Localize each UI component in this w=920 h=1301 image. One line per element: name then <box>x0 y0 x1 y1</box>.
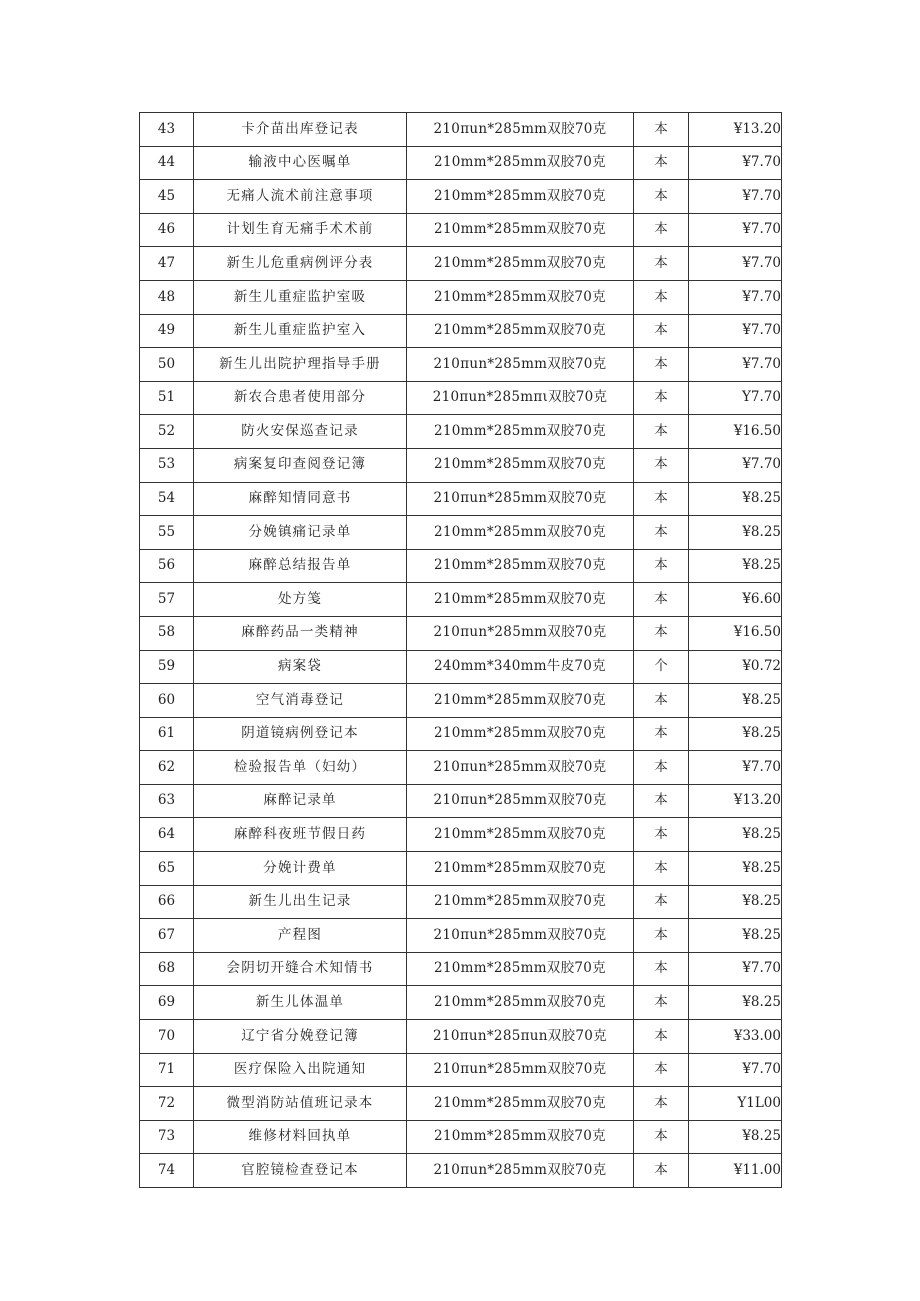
unit-cell: 本 <box>634 583 689 617</box>
unit-price-cell: ¥8.25 <box>689 549 782 583</box>
unit-price-cell: ¥13.20 <box>689 113 782 147</box>
unit-price-cell: ¥7.70 <box>689 247 782 281</box>
row-number-cell: 69 <box>140 986 194 1020</box>
form-name-cell: 计划生育无痛手术术前 <box>194 213 407 247</box>
paper-spec-cell: 210mm*285mm双胶70克 <box>407 885 634 919</box>
table-row <box>140 516 782 550</box>
row-number-cell: 60 <box>140 684 194 718</box>
unit-cell: 本 <box>634 448 689 482</box>
table-row <box>140 280 782 314</box>
unit-price-cell: ¥7.70 <box>689 751 782 785</box>
paper-spec-cell: 210πun*285mπι双胶70克 <box>407 381 634 415</box>
unit-cell: 本 <box>634 482 689 516</box>
unit-cell: 本 <box>634 852 689 886</box>
table-row <box>140 986 782 1020</box>
row-number-cell: 52 <box>140 415 194 449</box>
table-row <box>140 415 782 449</box>
unit-cell: 本 <box>634 516 689 550</box>
form-name-cell: 检验报告单（妇幼） <box>194 751 407 785</box>
unit-price-cell: ¥8.25 <box>689 986 782 1020</box>
row-number-cell: 58 <box>140 616 194 650</box>
unit-cell: 本 <box>634 684 689 718</box>
row-number-cell: 70 <box>140 1020 194 1054</box>
row-number-cell: 62 <box>140 751 194 785</box>
form-name-cell: 无痛人流术前注意事项 <box>194 180 407 214</box>
unit-price-cell: ¥8.25 <box>689 482 782 516</box>
table-row <box>140 482 782 516</box>
table-row <box>140 1053 782 1087</box>
unit-price-cell: ¥6.60 <box>689 583 782 617</box>
row-number-cell: 66 <box>140 885 194 919</box>
paper-spec-cell: 210mm*285mm双胶70克 <box>407 516 634 550</box>
unit-price-cell: ¥7.70 <box>689 280 782 314</box>
form-name-cell: 输液中心医嘱单 <box>194 146 407 180</box>
table-body <box>140 113 782 1188</box>
table-row <box>140 784 782 818</box>
paper-spec-cell: 210πun*285mm双胶70克 <box>407 919 634 953</box>
paper-spec-cell: 210mm*285mm双胶70克 <box>407 952 634 986</box>
form-name-cell: 新生儿出生记录 <box>194 885 407 919</box>
unit-price-cell: ¥7.70 <box>689 180 782 214</box>
table-row <box>140 549 782 583</box>
form-name-cell: 会阴切开缝合术知情书 <box>194 952 407 986</box>
row-number-cell: 48 <box>140 280 194 314</box>
row-number-cell: 71 <box>140 1053 194 1087</box>
unit-price-cell: ¥11.00 <box>689 1154 782 1188</box>
row-number-cell: 67 <box>140 919 194 953</box>
paper-spec-cell: 210mm*285mm双胶70克 <box>407 314 634 348</box>
unit-price-cell: ¥7.70 <box>689 348 782 382</box>
table-row <box>140 684 782 718</box>
form-name-cell: 维修材料回执单 <box>194 1120 407 1154</box>
table-row <box>140 1020 782 1054</box>
paper-spec-cell: 210mm*285mm双胶70克 <box>407 549 634 583</box>
form-name-cell: 新生儿体温单 <box>194 986 407 1020</box>
unit-cell: 本 <box>634 952 689 986</box>
paper-spec-cell: 210mm*285mm双胶70克 <box>407 1087 634 1121</box>
unit-price-cell: ¥8.25 <box>689 717 782 751</box>
paper-spec-cell: 210mm*285mm双胶70克 <box>407 986 634 1020</box>
table-row <box>140 381 782 415</box>
table-row <box>140 213 782 247</box>
paper-spec-cell: 210mm*285mm双胶70克 <box>407 280 634 314</box>
row-number-cell: 68 <box>140 952 194 986</box>
table-row <box>140 751 782 785</box>
paper-spec-cell: 210mm*285mm双胶70克 <box>407 583 634 617</box>
form-name-cell: 微型消防站值班记录本 <box>194 1087 407 1121</box>
row-number-cell: 49 <box>140 314 194 348</box>
table-row <box>140 885 782 919</box>
row-number-cell: 72 <box>140 1087 194 1121</box>
unit-price-cell: ¥0.72 <box>689 650 782 684</box>
unit-cell: 本 <box>634 348 689 382</box>
form-name-cell: 分娩镇痛记录单 <box>194 516 407 550</box>
unit-cell: 本 <box>634 1120 689 1154</box>
table-row <box>140 1120 782 1154</box>
unit-cell: 本 <box>634 113 689 147</box>
unit-price-cell: ¥7.70 <box>689 314 782 348</box>
unit-cell: 个 <box>634 650 689 684</box>
unit-price-cell: ¥8.25 <box>689 516 782 550</box>
unit-cell: 本 <box>634 213 689 247</box>
form-name-cell: 防火安保巡查记录 <box>194 415 407 449</box>
row-number-cell: 45 <box>140 180 194 214</box>
paper-spec-cell: 210mm*285mm双胶70克 <box>407 448 634 482</box>
paper-spec-cell: 210πun*285mm双胶70克 <box>407 1053 634 1087</box>
row-number-cell: 53 <box>140 448 194 482</box>
row-number-cell: 73 <box>140 1120 194 1154</box>
paper-spec-cell: 210mm*285mm双胶70克 <box>407 247 634 281</box>
row-number-cell: 43 <box>140 113 194 147</box>
unit-price-cell: ¥8.25 <box>689 684 782 718</box>
form-name-cell: 处方笺 <box>194 583 407 617</box>
row-number-cell: 54 <box>140 482 194 516</box>
unit-cell: 本 <box>634 1087 689 1121</box>
unit-cell: 本 <box>634 549 689 583</box>
unit-cell: 本 <box>634 314 689 348</box>
row-number-cell: 57 <box>140 583 194 617</box>
table-row <box>140 717 782 751</box>
paper-spec-cell: 210mm*285mm双胶70克 <box>407 818 634 852</box>
unit-price-cell: ¥7.70 <box>689 1053 782 1087</box>
unit-price-cell: ¥7.70 <box>689 448 782 482</box>
paper-spec-cell: 210πun*285mm双胶70克 <box>407 113 634 147</box>
row-number-cell: 64 <box>140 818 194 852</box>
row-number-cell: 56 <box>140 549 194 583</box>
table-row <box>140 852 782 886</box>
unit-price-cell: ¥13.20 <box>689 784 782 818</box>
unit-cell: 本 <box>634 381 689 415</box>
unit-cell: 本 <box>634 1053 689 1087</box>
form-name-cell: 官腔镜检查登记本 <box>194 1154 407 1188</box>
unit-cell: 本 <box>634 818 689 852</box>
row-number-cell: 61 <box>140 717 194 751</box>
row-number-cell: 65 <box>140 852 194 886</box>
form-name-cell: 产程图 <box>194 919 407 953</box>
row-number-cell: 44 <box>140 146 194 180</box>
row-number-cell: 47 <box>140 247 194 281</box>
unit-price-cell: ¥33.00 <box>689 1020 782 1054</box>
form-name-cell: 病案复印查阅登记簿 <box>194 448 407 482</box>
paper-spec-cell: 210πun*285mm双胶70克 <box>407 616 634 650</box>
paper-spec-cell: 210mm*285mm双胶70克 <box>407 180 634 214</box>
form-name-cell: 空气消毒登记 <box>194 684 407 718</box>
paper-spec-cell: 210πun*285mm双胶70克 <box>407 482 634 516</box>
form-name-cell: 新生儿出院护理指导手册 <box>194 348 407 382</box>
unit-price-cell: ¥8.25 <box>689 852 782 886</box>
form-name-cell: 麻醉知情同意书 <box>194 482 407 516</box>
paper-spec-cell: 210πun*285mm双胶70克 <box>407 1154 634 1188</box>
unit-price-cell: ¥8.25 <box>689 818 782 852</box>
table-row <box>140 1087 782 1121</box>
table-row <box>140 348 782 382</box>
unit-cell: 本 <box>634 1154 689 1188</box>
paper-spec-cell: 240mm*340mm牛皮70克 <box>407 650 634 684</box>
row-number-cell: 46 <box>140 213 194 247</box>
unit-price-cell: ¥7.70 <box>689 952 782 986</box>
unit-cell: 本 <box>634 247 689 281</box>
form-name-cell: 卡介苗出库登记表 <box>194 113 407 147</box>
form-name-cell: 病案袋 <box>194 650 407 684</box>
paper-spec-cell: 210πun*285mm双胶70克 <box>407 348 634 382</box>
unit-price-cell: ¥7.70 <box>689 213 782 247</box>
row-number-cell: 50 <box>140 348 194 382</box>
paper-spec-cell: 210mm*285mm双胶70克 <box>407 415 634 449</box>
paper-spec-cell: 210πun*285mm双胶70克 <box>407 784 634 818</box>
row-number-cell: 74 <box>140 1154 194 1188</box>
form-name-cell: 新生儿重症监护室入 <box>194 314 407 348</box>
table-row <box>140 919 782 953</box>
unit-cell: 本 <box>634 784 689 818</box>
form-name-cell: 麻醉总结报告单 <box>194 549 407 583</box>
form-name-cell: 医疗保险入出院通知 <box>194 1053 407 1087</box>
form-name-cell: 分娩计费单 <box>194 852 407 886</box>
paper-spec-cell: 210πun*285mm双胶70克 <box>407 751 634 785</box>
table-row <box>140 1154 782 1188</box>
form-name-cell: 新生儿危重病例评分表 <box>194 247 407 281</box>
unit-cell: 本 <box>634 885 689 919</box>
unit-price-cell: ¥16.50 <box>689 616 782 650</box>
table-row <box>140 616 782 650</box>
unit-price-cell: ¥7.70 <box>689 146 782 180</box>
row-number-cell: 51 <box>140 381 194 415</box>
form-name-cell: 新农合患者使用部分 <box>194 381 407 415</box>
paper-spec-cell: 210πun*285πun双胶70克 <box>407 1020 634 1054</box>
table-row <box>140 650 782 684</box>
form-name-cell: 阴道镜病例登记本 <box>194 717 407 751</box>
unit-cell: 本 <box>634 717 689 751</box>
unit-price-cell: ¥16.50 <box>689 415 782 449</box>
paper-spec-cell: 210mm*285mm双胶70克 <box>407 717 634 751</box>
table-row <box>140 113 782 147</box>
table-row <box>140 314 782 348</box>
unit-price-cell: Y1L00 <box>689 1087 782 1121</box>
paper-spec-cell: 210mm*285mm双胶70克 <box>407 852 634 886</box>
form-name-cell: 麻醉药品一类精神 <box>194 616 407 650</box>
unit-cell: 本 <box>634 616 689 650</box>
table-row <box>140 180 782 214</box>
form-name-cell: 麻醉记录单 <box>194 784 407 818</box>
paper-spec-cell: 210mm*285mm双胶70克 <box>407 146 634 180</box>
unit-cell: 本 <box>634 751 689 785</box>
paper-spec-cell: 210mm*285mm双胶70克 <box>407 213 634 247</box>
row-number-cell: 55 <box>140 516 194 550</box>
unit-cell: 本 <box>634 1020 689 1054</box>
table-row <box>140 448 782 482</box>
table-row <box>140 952 782 986</box>
form-name-cell: 辽宁省分娩登记簿 <box>194 1020 407 1054</box>
unit-price-cell: Y7.70 <box>689 381 782 415</box>
table-row <box>140 583 782 617</box>
form-name-cell: 麻醉科夜班节假日药 <box>194 818 407 852</box>
table-row <box>140 818 782 852</box>
unit-cell: 本 <box>634 180 689 214</box>
paper-spec-cell: 210mm*285mm双胶70克 <box>407 684 634 718</box>
unit-cell: 本 <box>634 280 689 314</box>
unit-cell: 本 <box>634 986 689 1020</box>
supply-price-table <box>139 112 782 1188</box>
form-name-cell: 新生儿重症监护室吸 <box>194 280 407 314</box>
unit-cell: 本 <box>634 415 689 449</box>
unit-cell: 本 <box>634 919 689 953</box>
table-row <box>140 247 782 281</box>
unit-cell: 本 <box>634 146 689 180</box>
row-number-cell: 59 <box>140 650 194 684</box>
paper-spec-cell: 210mm*285mm双胶70克 <box>407 1120 634 1154</box>
unit-price-cell: ¥8.25 <box>689 885 782 919</box>
table-row <box>140 146 782 180</box>
row-number-cell: 63 <box>140 784 194 818</box>
unit-price-cell: ¥8.25 <box>689 1120 782 1154</box>
unit-price-cell: ¥8.25 <box>689 919 782 953</box>
